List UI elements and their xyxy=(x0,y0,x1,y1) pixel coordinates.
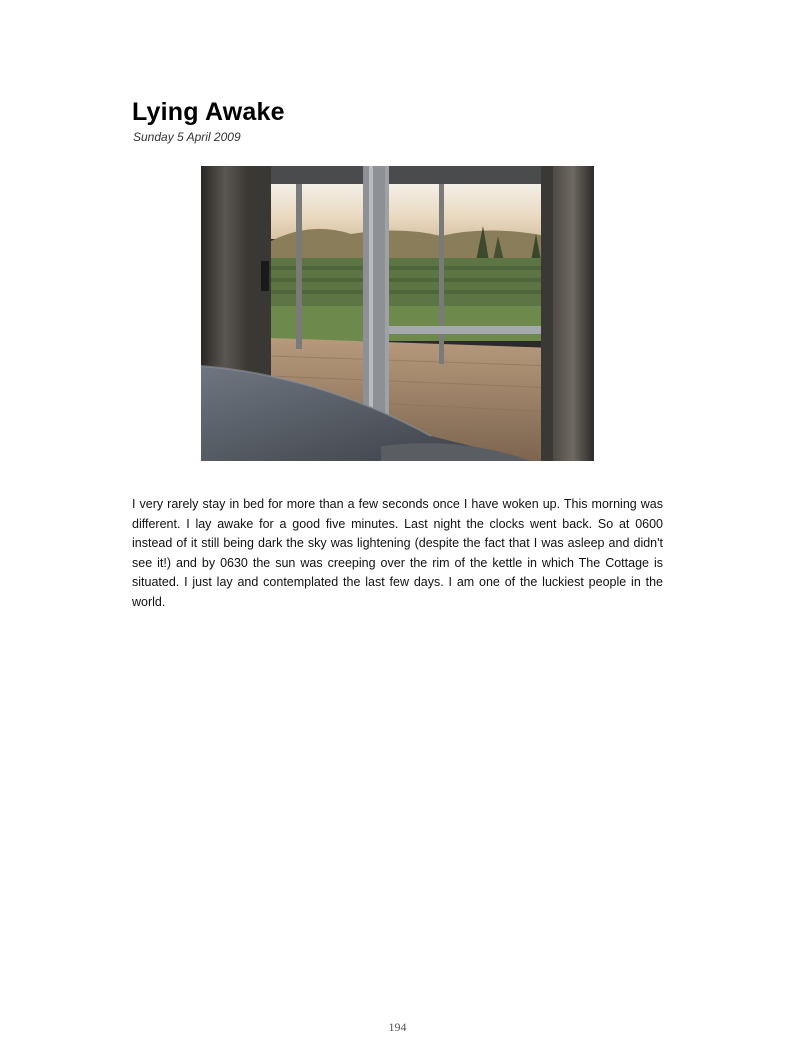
post-date: Sunday 5 April 2009 xyxy=(133,130,241,144)
post-body: I very rarely stay in bed for more than a few seconds once I have woken up. This morning was different. I lay awake for a good five minutes. Last night the clocks went back. So at 0600 instead of it still being dark the sky was lightening (despite the fact that I was asleep and didn't see it!) and by 0630 the sun was creeping over the rim of the kettle in which The Cottage is situated. I just lay and contemplated the last few days. I am one of the luckiest people in the world. xyxy=(132,497,663,609)
page-number: 194 xyxy=(388,1020,407,1034)
bedroom-window-photo xyxy=(201,166,594,461)
post-title: Lying Awake xyxy=(132,98,285,126)
